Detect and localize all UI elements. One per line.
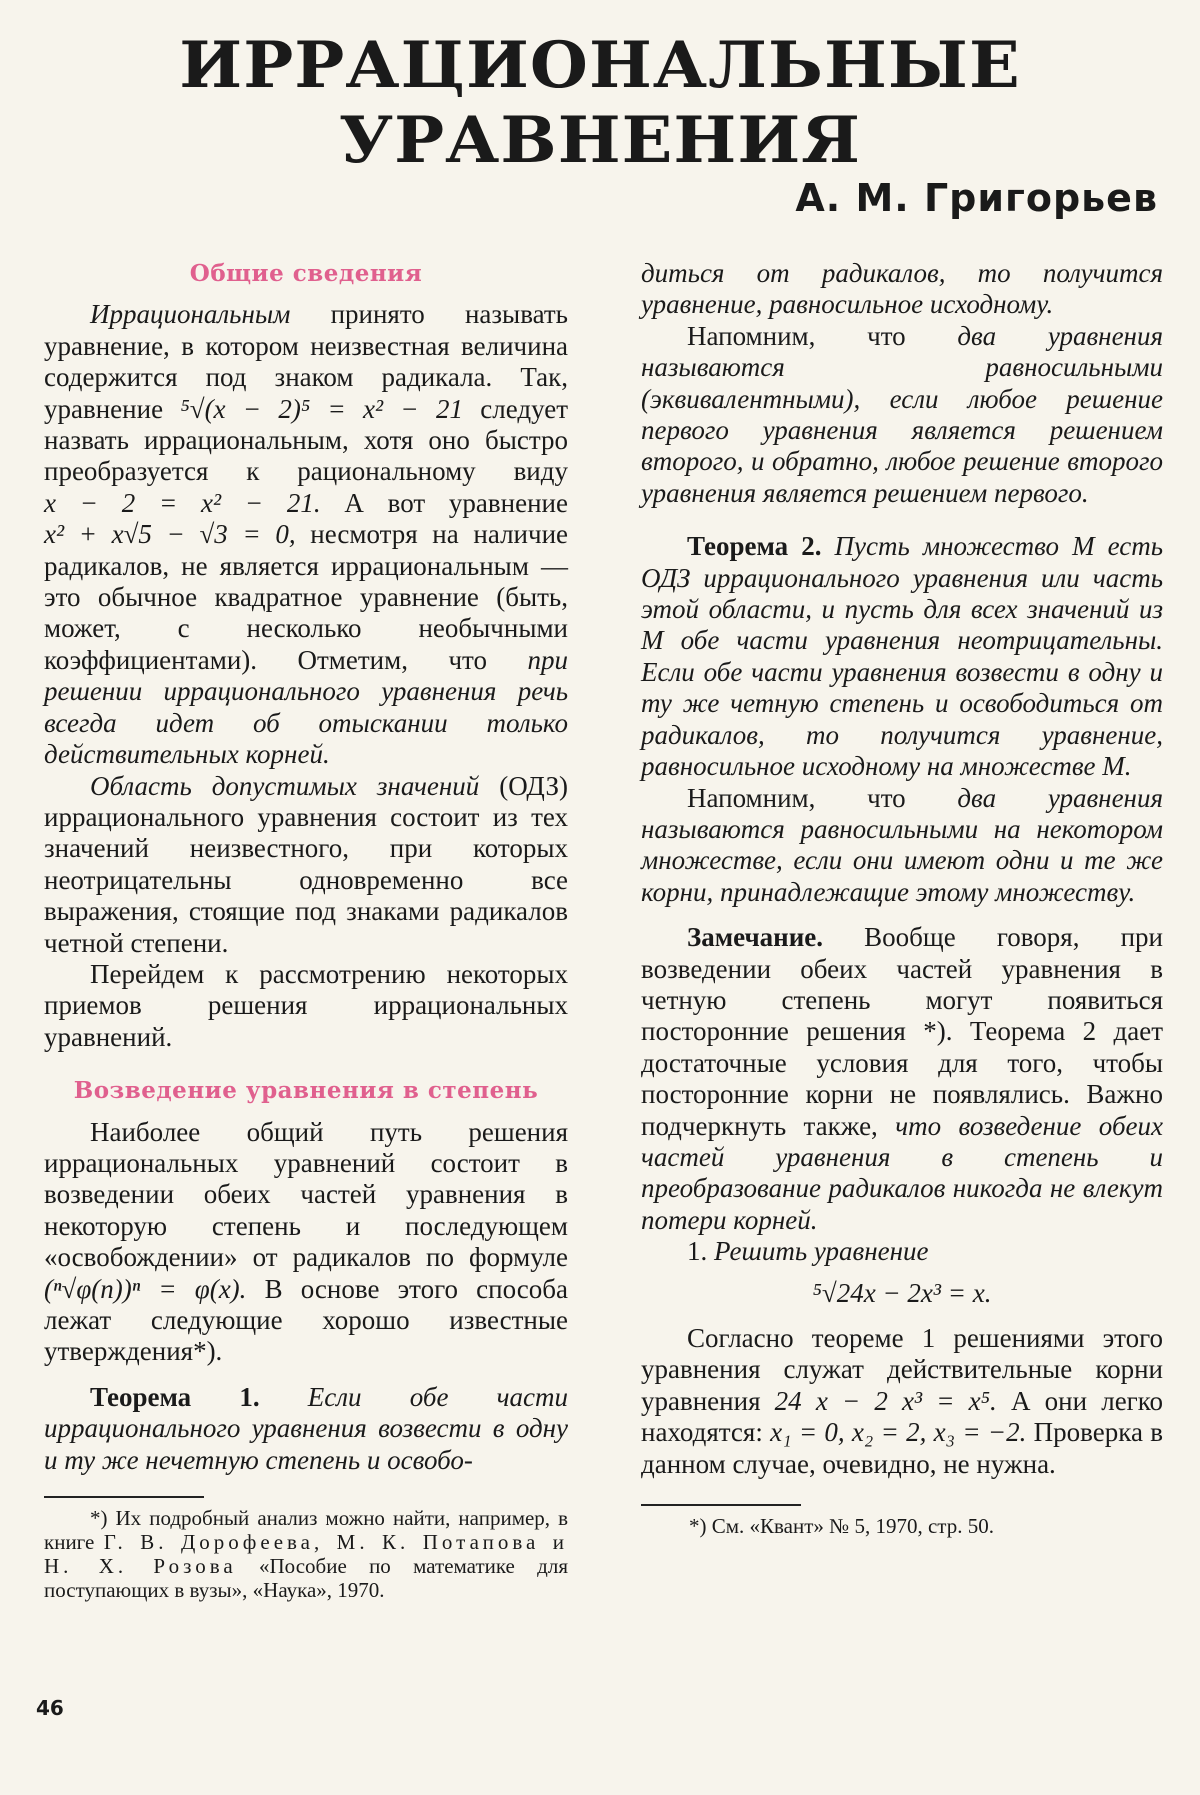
footnote-right: *) См. «Квант» № 5, 1970, стр. 50. <box>689 1514 994 1539</box>
paragraph-domain: Область допустимых значений (ОДЗ) иррационального уравнения состоит из тех значений неизвестного, при которых неотрицательны одновременно все выражения, стоящие под знаками радикалов четной степени. <box>44 770 568 958</box>
footnote-divider-right <box>641 1504 801 1506</box>
paragraph-method: Наиболее общий путь решения иррациональных уравнений состоит в возведении обеих частей уравнения в некоторую степень и последующем «освобождении» от радикалов по формуле (ⁿ√φ(n))ⁿ = φ(x). В основе этого способа лежат следующие хорошо известные утверждения*). <box>44 1116 568 1367</box>
theorem-1-label: Теорема 1. <box>90 1381 260 1412</box>
remark-label: Замечание. <box>687 922 824 953</box>
left-column <box>44 258 568 1602</box>
formula-example-2: x − 2 = x² − 21. <box>44 487 321 518</box>
formula-roots: x₁ = 0, x₂ = 2, x₃ = −2. <box>770 1417 1027 1448</box>
remark: Замечание. Вообще говоря, при возведении обеих частей уравнения в четную степень могут появиться посторонние решения *). Теорема 2 дает достаточные условия для того, чтобы посторонние корни не появлялись. Важно подчеркнуть также, что возведение обеих частей уравнения в степень и преобразование радикалов никогда не влекут потери корней. <box>641 922 1164 1235</box>
theorem-1-continued: диться от радикалов, то получится уравнение, равносильное исходному. <box>641 258 1163 320</box>
formula-radical-power: (ⁿ√φ(n))ⁿ = φ(x). <box>44 1273 247 1304</box>
theorem-2-label: Теорема 2. <box>687 531 822 562</box>
paragraph-definition: Иррациональным принято называть уравнение, в котором неизвестная величина содержится под знаком радикала. Так, уравнение ⁵√(x − 2)⁵ = x² − 21 следует назвать иррациональным, хотя оно быстро преобразуется к рациональному виду x − 2 = x² − 21. А вот уравнение x² + x√5 − √3 = 0, несмотря на наличие радикалов, не является иррациональным — это обычное квадратное уравнение (быть, может, с несколько необычными коэффициентами). Отметим, что при решении иррационального уравнения речь всегда идет об отыскании только действительных корней. <box>44 299 569 770</box>
section-heading-power: Возведение уравнения в степень <box>73 1077 539 1105</box>
article-author: А. М. Григорьев <box>795 176 1158 220</box>
section-heading-general: Общие сведения <box>189 260 423 287</box>
footnote-divider <box>44 1496 204 1498</box>
formula-polynomial: 24 x − 2 x³ = x⁵. <box>774 1385 997 1416</box>
example-1-number: 1. <box>687 1236 708 1267</box>
formula-example-1: ⁵√(x − 2)⁵ = x² − 21 <box>180 393 463 424</box>
theorem-2: Теорема 2. Пусть множество M есть ОДЗ иррационального уравнения или часть этой области, и пусть для всех значений из M обе части уравнения неотрицательны. Если обе части уравнения возвести в одну и ту же четную степень и освободиться от радикалов, то получится уравнение, равносильное исходному на множестве M. <box>641 531 1164 782</box>
footnote-left: *) Их подробный анализ можно найти, например, в книге Г. В. Дорофеева, М. К. Потапова и Н. Х. Розова «Пособие по математике для поступающих в вузы», «Наука», 1970. <box>44 1506 568 1603</box>
page-number: 46 <box>36 1696 64 1720</box>
article-title: ИРРАЦИОНАЛЬНЫЕ УРАВНЕНИЯ <box>179 28 1021 178</box>
paragraph-equivalence-set: Напомним, что два уравнения называются равносильными на некотором множестве, если они имеют одни и те же корни, принадлежащие этому множеству. <box>641 782 1163 907</box>
footnote-authors: Г. В. Дорофеева, М. К. Потапова и Н. Х. Розова <box>44 1530 568 1579</box>
paragraph-equivalence: Напомним, что два уравнения называются равносильными (эквивалентными), если любое решение первого уравнения является решением второго, и обратно, любое решение второго уравнения является решением первого. <box>641 320 1163 508</box>
term-irrational: Иррациональным <box>90 299 291 330</box>
paragraph-solution: Согласно теореме 1 решениями этого уравнения служат действительные корни уравнения 24 x − 2 x³ = x⁵. А они легко находятся: x₁ = 0, x₂ = 2, x₃ = −2. Проверка в данном случае, очевидно, не нужна. <box>641 1323 1163 1479</box>
example-1: 1. Решить уравнение <box>687 1236 929 1267</box>
term-domain: Область допустимых значений <box>90 770 480 801</box>
right-column <box>641 258 1163 1538</box>
theorem-1: Теорема 1. Если обе части иррационального уравнения возвести в одну и ту же нечетную степень и освобо- <box>44 1381 568 1475</box>
paragraph-transition: Перейдем к рассмотрению некоторых приемов решения иррациональных уравнений. <box>44 958 568 1052</box>
example-1-equation: ⁵√24x − 2x³ = x. <box>812 1277 992 1308</box>
formula-example-3: x² + x√5 − √3 = 0, <box>44 519 296 550</box>
